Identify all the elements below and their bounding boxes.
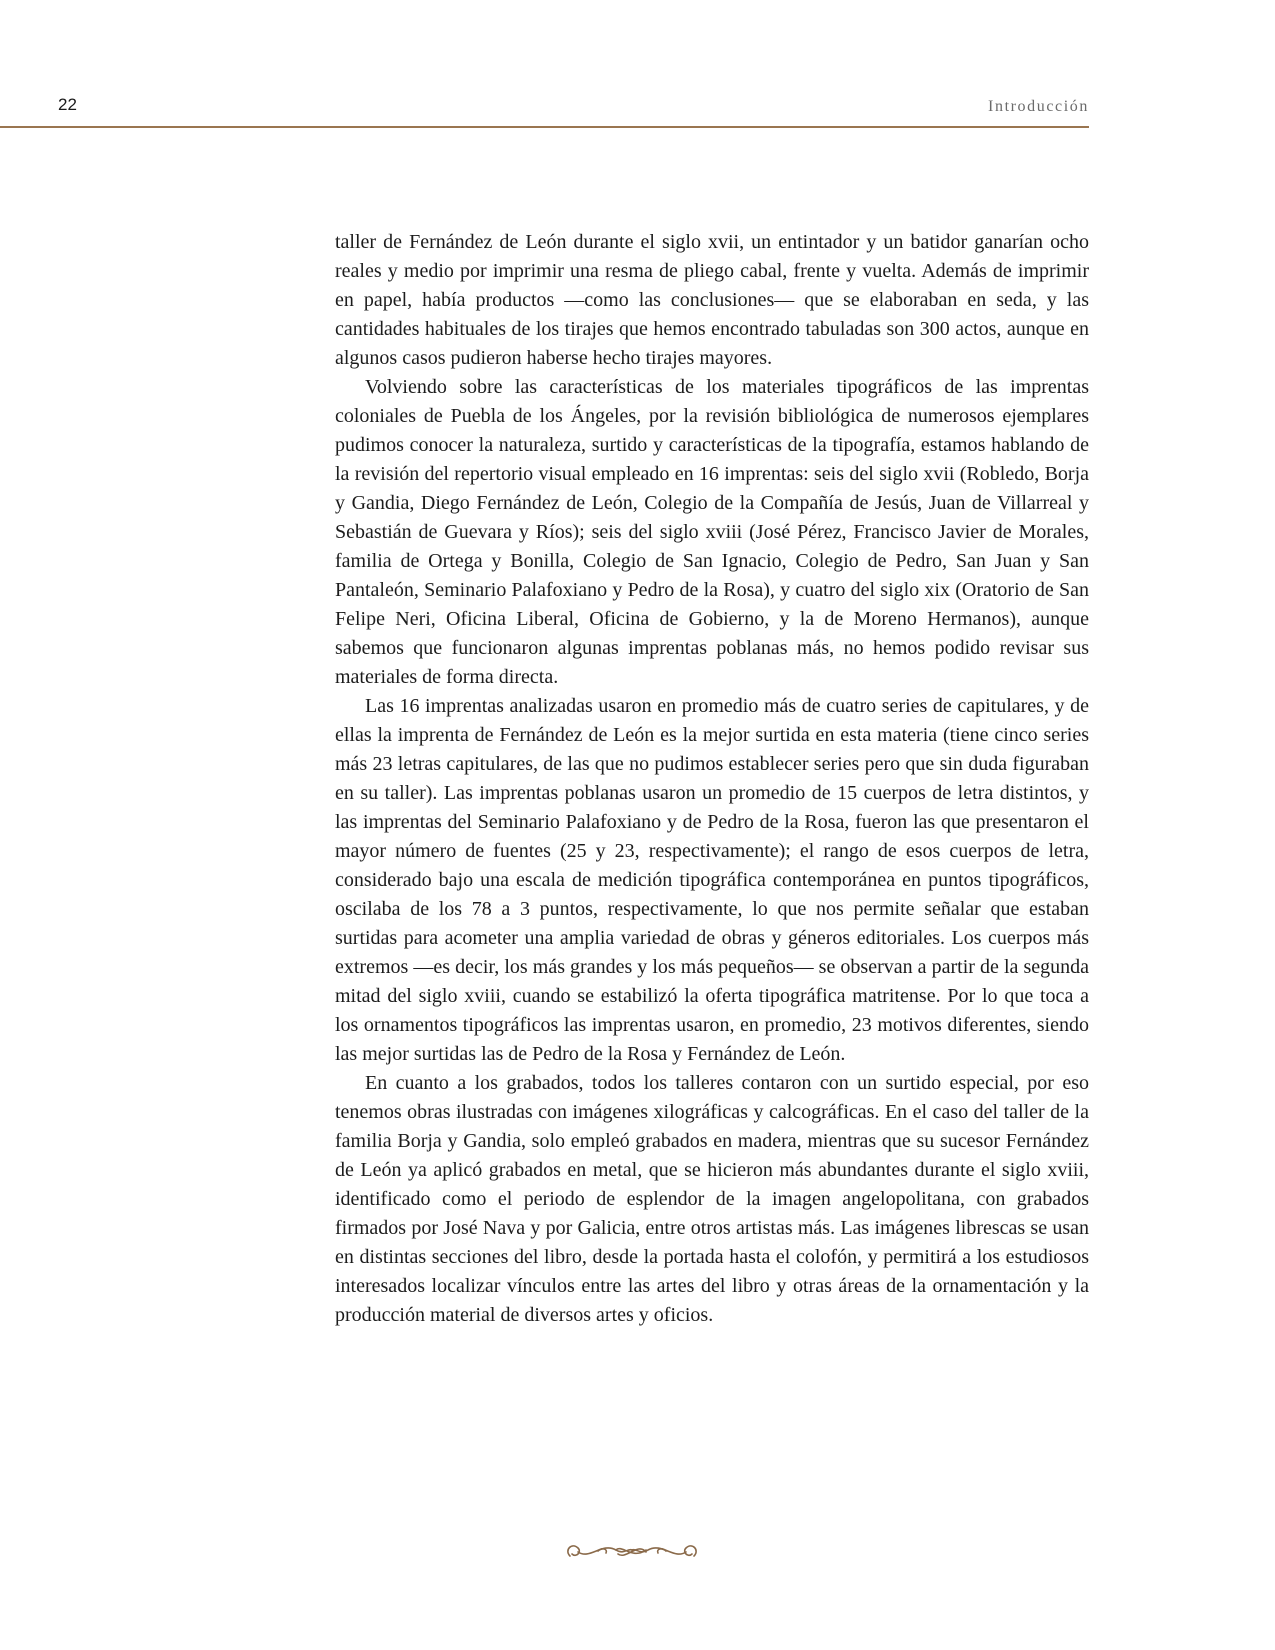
paragraph: Las 16 imprentas analizadas usaron en promedio más de cuatro series de capitulares, y de ellas la imprenta de Fernández de León es la mejor surtida en esta materia (tiene cinco series más 23 letras capitulares, de las que no pudimos establecer series pero que sin duda figuraban en su taller). Las imprentas poblanas usaron un promedio de 15 cuerpos de letra distintos, y las imprentas del Seminario Palafoxiano y de Pedro de la Rosa, fueron las que presentaron el mayor número de fuentes (25 y 23, respectivamente); el rango de esos cuerpos de letra, considerado bajo una escala de medición tipográfica contemporánea en puntos tipográficos, oscilaba de los 78 a 3 puntos, respectivamente, lo que nos permite señalar que estaban surtidas para acometer una amplia variedad de obras y géneros editoriales. Los cuerpos más extremos —es decir, los más grandes y los más pequeños— se observan a partir de la segunda mitad del siglo xviii, cuando se estabilizó la oferta tipográfica matritense. Por lo que toca a los ornamentos tipográficos las imprentas usaron, en promedio, 23 motivos diferentes, siendo las mejor surtidas las de Pedro de la Rosa y Fernández de León. — [335, 695, 1089, 1065]
flourish-ornament-icon — [562, 1538, 702, 1566]
running-head: Introducción — [988, 98, 1089, 115]
body-text — [335, 228, 1089, 1330]
paragraph: taller de Fernández de León durante el siglo xvii, un entintador y un batidor ganarían ocho reales y medio por imprimir una resma de pliego cabal, frente y vuelta. Además de imprimir en papel, había productos —como las conclusiones— que se elaboraban en seda, y las cantidades habituales de los tirajes que hemos encontrado tabuladas son 300 actos, aunque en algunos casos pudieron haberse hecho tirajes mayores. — [335, 231, 1089, 369]
page-number: 22 — [58, 95, 77, 114]
paragraph: Volviendo sobre las características de los materiales tipográficos de las imprentas coloniales de Puebla de los Ángeles, por la revisión bibliológica de numerosos ejemplares pudimos conocer la naturaleza, surtido y características de la tipografía, estamos hablando de la revisión del repertorio visual empleado en 16 imprentas: seis del siglo xvii (Robledo, Borja y Gandia, Diego Fernández de León, Colegio de la Compañía de Jesús, Juan de Villarreal y Sebastián de Guevara y Ríos); seis del siglo xviii (José Pérez, Francisco Javier de Morales, familia de Ortega y Bonilla, Colegio de San Ignacio, Colegio de Pedro, San Juan y San Pantaleón, Seminario Palafoxiano y Pedro de la Rosa), y cuatro del siglo xix (Oratorio de San Felipe Neri, Oficina Liberal, Oficina de Gobierno, y la de Moreno Hermanos), aunque sabemos que funcionaron algunas imprentas poblanas más, no hemos podido revisar sus materiales de forma directa. — [335, 376, 1089, 688]
header-rule — [0, 126, 1089, 128]
paragraph: En cuanto a los grabados, todos los talleres contaron con un surtido especial, por eso tenemos obras ilustradas con imágenes xilográficas y calcográficas. En el caso del taller de la familia Borja y Gandia, solo empleó grabados en madera, mientras que su sucesor Fernández de León ya aplicó grabados en metal, que se hicieron más abundantes durante el siglo xviii, identificado como el periodo de esplendor de la imagen angelopolitana, con grabados firmados por José Nava y por Galicia, entre otros artistas más. Las imágenes librescas se usan en distintas secciones del libro, desde la portada hasta el colofón, y permitirá a los estudiosos interesados localizar vínculos entre las artes del libro y otras áreas de la ornamentación y la producción material de diversos artes y oficios. — [335, 1072, 1089, 1326]
